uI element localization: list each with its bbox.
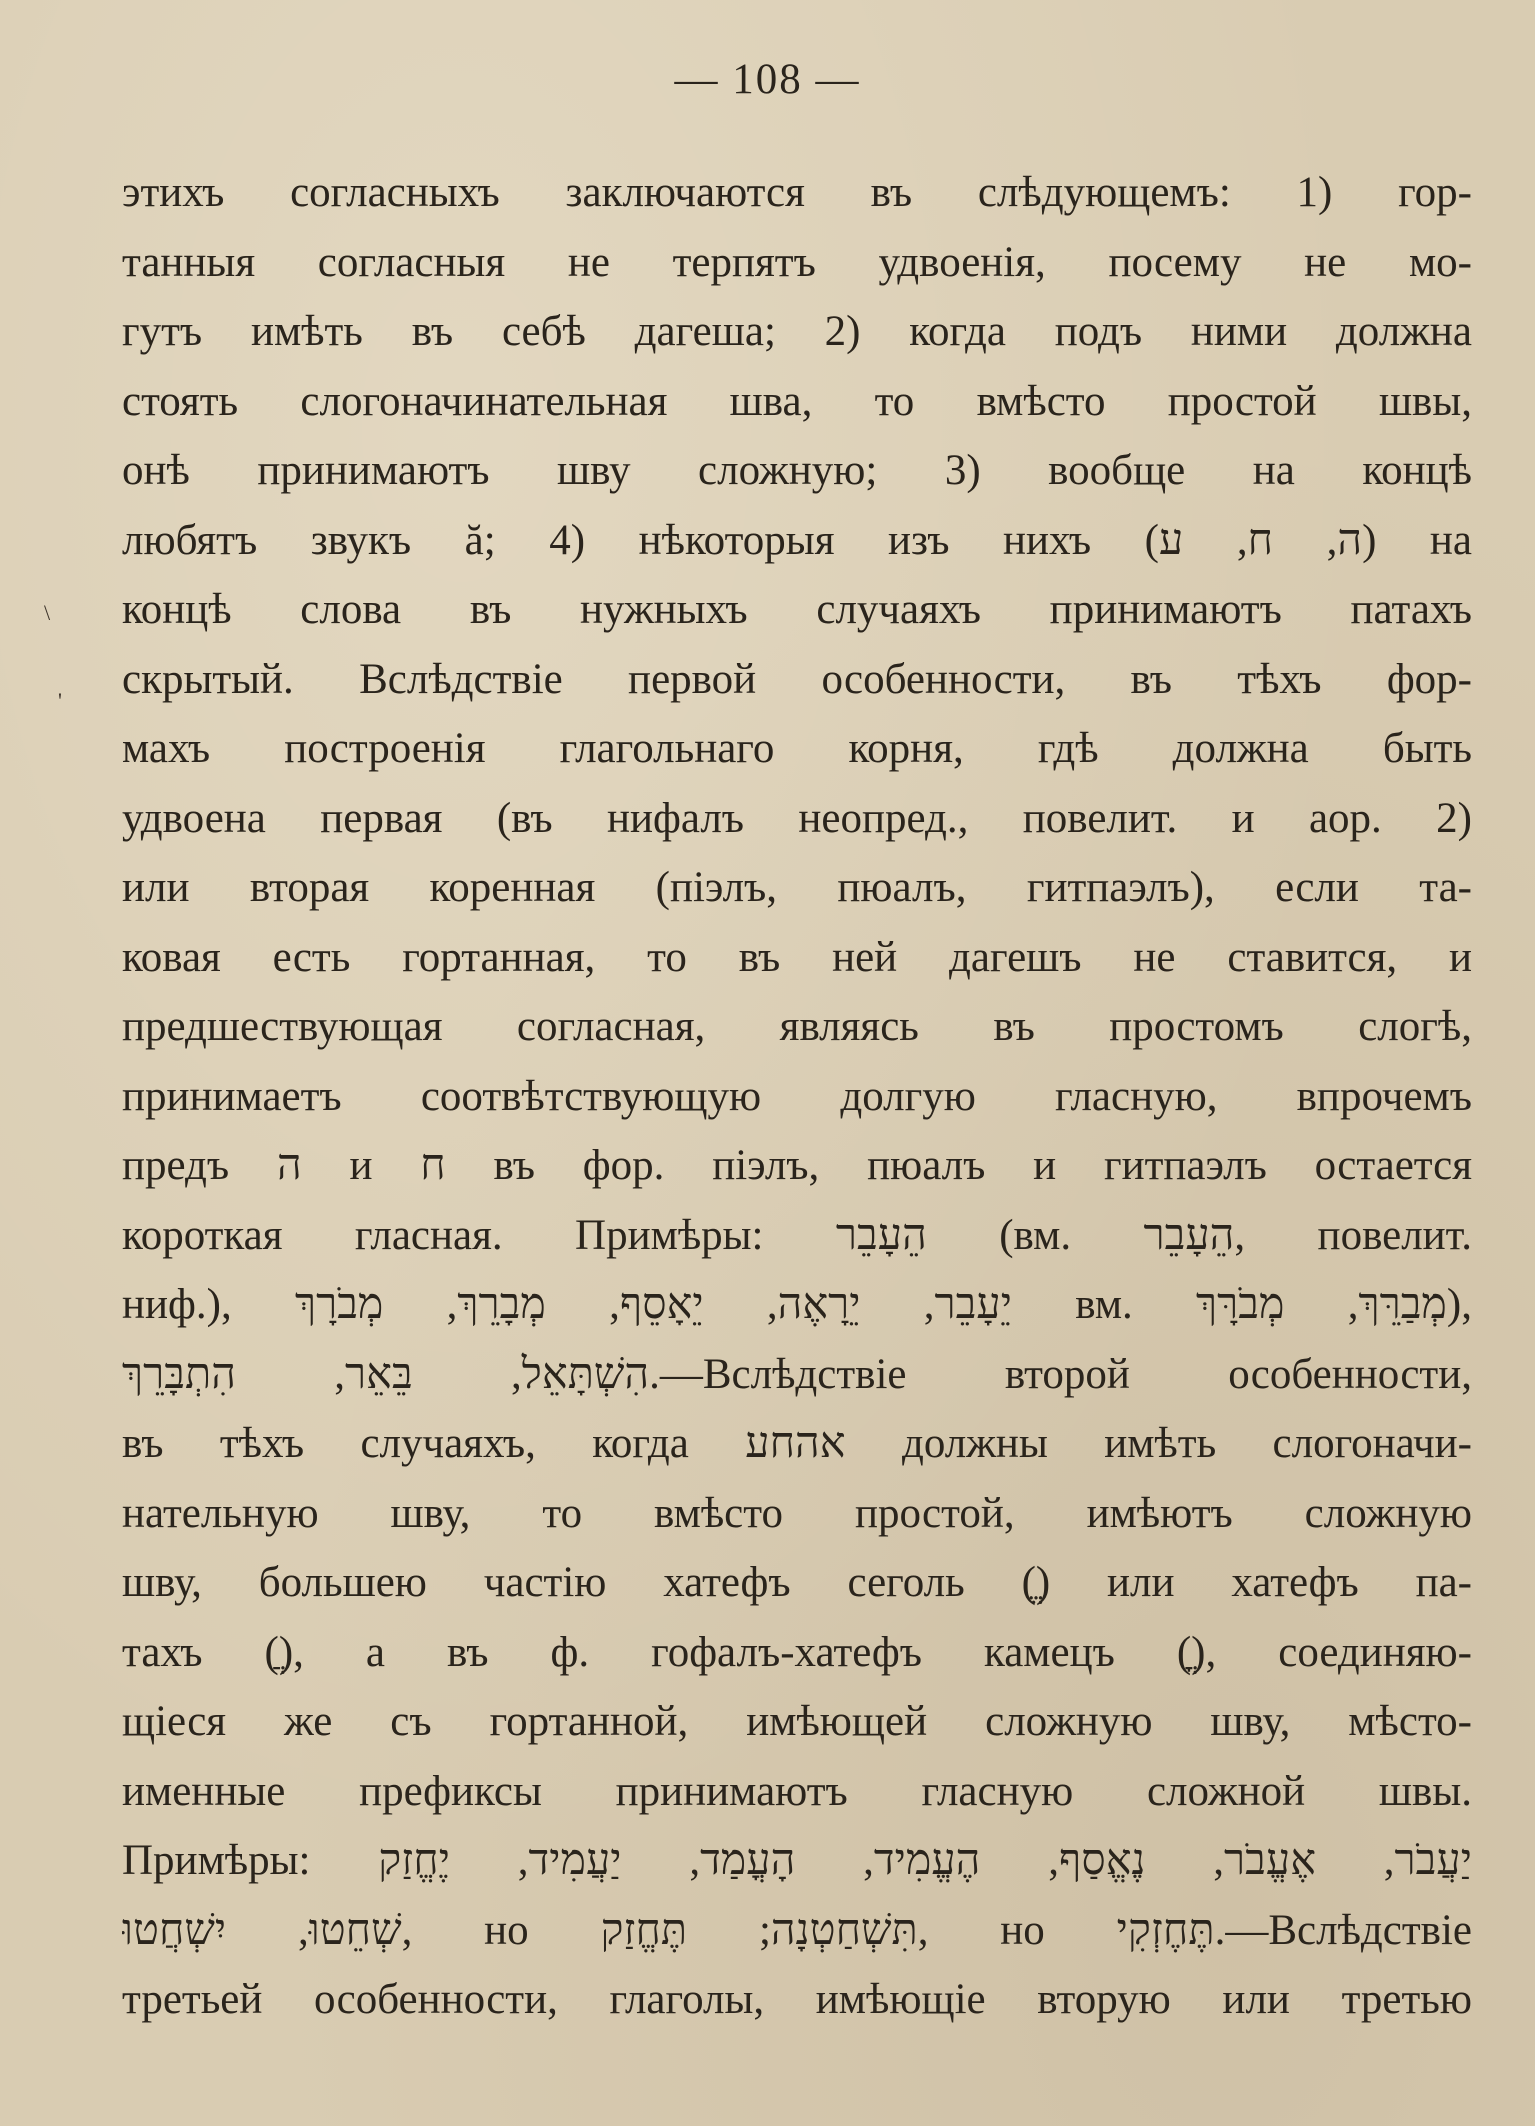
text-line: нательную шву, то вмѣсто простой, имѣютъ сложную — [122, 1489, 1472, 1537]
text-line: или вторая коренная (піэлъ, пюалъ, гитпаэлъ), если та- — [122, 864, 1472, 911]
text-line: именные префиксы принимаютъ гласную сложной швы. — [122, 1767, 1472, 1815]
text-line: удвоена первая (въ нифалъ неопред., повелит. и аор. 2) — [122, 794, 1472, 842]
margin-mark: ' — [58, 688, 62, 713]
text-line: Примѣры: יַעֲבֹר, אֶעֱבֹר, נֶאֱסַף, הֶעֱמִיד, הָעֳמַד, יַעֲמִיד, יֶחֱזַק — [122, 1837, 1472, 1884]
text-line: предшествующая согласная, являясь въ простомъ слогѣ, — [122, 1003, 1472, 1050]
text-line: гутъ имѣть въ себѣ дагеша; 2) когда подъ ними должна — [122, 308, 1472, 355]
text-line: הִשְׁתָּאֵל, בֵּאֵר, הִתְבָּרֵךְ.—Вслѣдствіе второй особенности, — [122, 1350, 1472, 1398]
text-line: тахъ (ֲ), а въ ф. гофалъ-хатефъ камецъ (ֳ), соединяю- — [122, 1628, 1472, 1676]
text-line: щіеся же съ гортанной, имѣющей сложную шву, мѣсто- — [122, 1698, 1472, 1745]
text-line: шву, большею частію хатефъ сеголь (ֱ) или хатефъ па- — [122, 1559, 1472, 1606]
text-line: въ тѣхъ случаяхъ, когда אהחע должны имѣть слогоначи- — [122, 1420, 1472, 1467]
margin-mark: \ — [44, 600, 51, 625]
text-line: махъ построенія глагольнаго корня, гдѣ должна быть — [122, 725, 1472, 772]
text-line: שְׁחֵטוּ, יִשְׁחֲטוּ, но תִּשְׁחַטְנָה; תֶּחֱזַק, но תֶּחֶזְקִי.—Вслѣдствіе — [122, 1906, 1472, 1954]
text-line: принимаетъ соотвѣтствующую долгую гласную, впрочемъ — [122, 1072, 1472, 1120]
text-line: стоять слогоначинательная шва, то вмѣсто простой швы, — [122, 377, 1472, 425]
page-number: — 108 — — [674, 56, 861, 103]
text-line: предъ ה и ח въ фор. піэлъ, пюалъ и гитпаэлъ остается — [122, 1142, 1472, 1189]
body-text — [122, 158, 1472, 2035]
text-line: танныя согласныя не терпятъ удвоенія, посему не мо- — [122, 238, 1472, 286]
text-line: скрытый. Вслѣдствіе первой особенности, въ тѣхъ фор- — [122, 655, 1472, 703]
text-line: онѣ принимаютъ шву сложную; 3) вообще на концѣ — [122, 447, 1472, 494]
text-line: концѣ слова въ нужныхъ случаяхъ принимаютъ патахъ — [122, 586, 1472, 633]
text-line: ковая есть гортанная, то въ ней дагешъ не ставится, и — [122, 933, 1472, 981]
text-line: ниф.), יֵעָבֵר, יֵרָאֶה, יֵאָסֵף, מְבָרֵךְ, מְבֹרָךְ вм. מְבַרֵּךְ, מְבֹרָּךְ), — [122, 1281, 1472, 1328]
text-line: короткая гласная. Примѣры: הֵעָבֵר (вм. הֵעָבֵר, повелит. — [122, 1211, 1472, 1259]
text-line: третьей особенности, глаголы, имѣющіе вторую или третью — [122, 1976, 1472, 2023]
text-line: этихъ согласныхъ заключаются въ слѣдующемъ: 1) гор- — [122, 169, 1472, 216]
text-line: любятъ звукъ ă; 4) нѣкоторыя изъ нихъ (ה, ח, ע) на — [122, 516, 1472, 564]
